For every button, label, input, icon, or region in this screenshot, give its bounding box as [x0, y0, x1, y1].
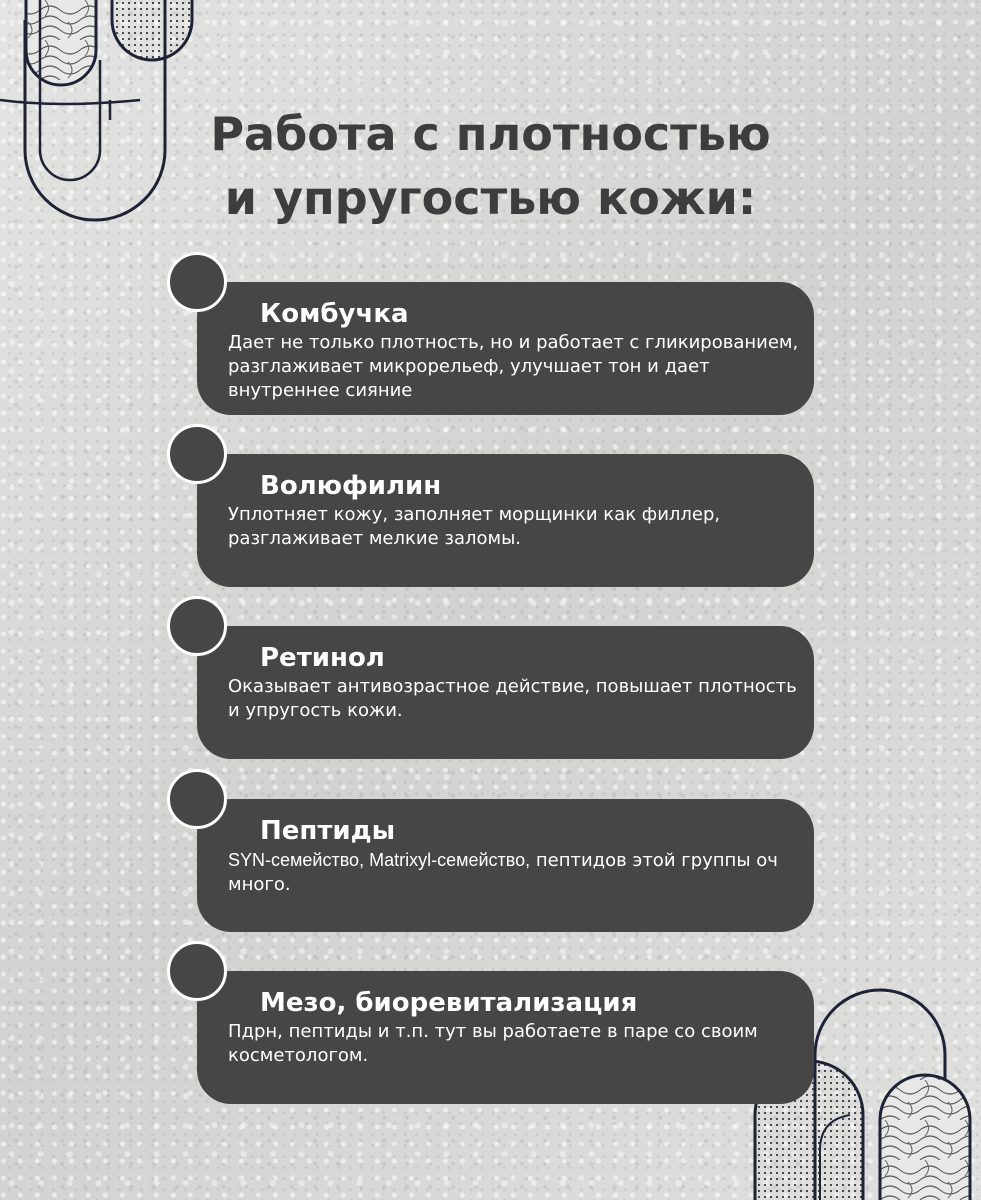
card-kombucha [197, 282, 814, 415]
card-meso [197, 971, 814, 1104]
card-description [228, 848, 808, 897]
bullet-circle [167, 769, 227, 829]
card-description-brands: SYN-семейство, Matrixyl-семейство, [228, 850, 531, 870]
card-volufiline [197, 454, 814, 587]
card-title: Ретинол [260, 643, 385, 673]
card-title: Мезо, биоревитализация [260, 988, 638, 1018]
card-title: Комбучка [260, 299, 409, 329]
page-title [0, 102, 981, 230]
bullet-circle [167, 252, 227, 312]
bullet-circle [167, 424, 227, 484]
card-peptides [197, 799, 814, 932]
title-line-2: и упругостью кожи: [224, 171, 757, 225]
card-title: Пептиды [260, 816, 396, 846]
bullet-circle [167, 941, 227, 1001]
card-retinol [197, 626, 814, 759]
card-description-rest: пептидов этой группы оч много. [228, 850, 778, 895]
card-description: Дает не только плотность, но и работает с гликированием, разглаживает микрорельеф, улучшает тон и дает внутреннее сияние [228, 332, 799, 401]
card-description: Уплотняет кожу, заполняет морщинки как филлер, разглаживает мелкие заломы. [228, 504, 721, 549]
card-description: Оказывает антивозрастное действие, повышает плотность и упругость кожи. [228, 676, 797, 721]
card-description: Пдрн, пептиды и т.п. тут вы работаете в паре со своим косметологом. [228, 1021, 758, 1066]
bullet-circle [167, 596, 227, 656]
card-title: Волюфилин [260, 471, 442, 501]
title-line-1: Работа с плотностью [210, 107, 771, 161]
